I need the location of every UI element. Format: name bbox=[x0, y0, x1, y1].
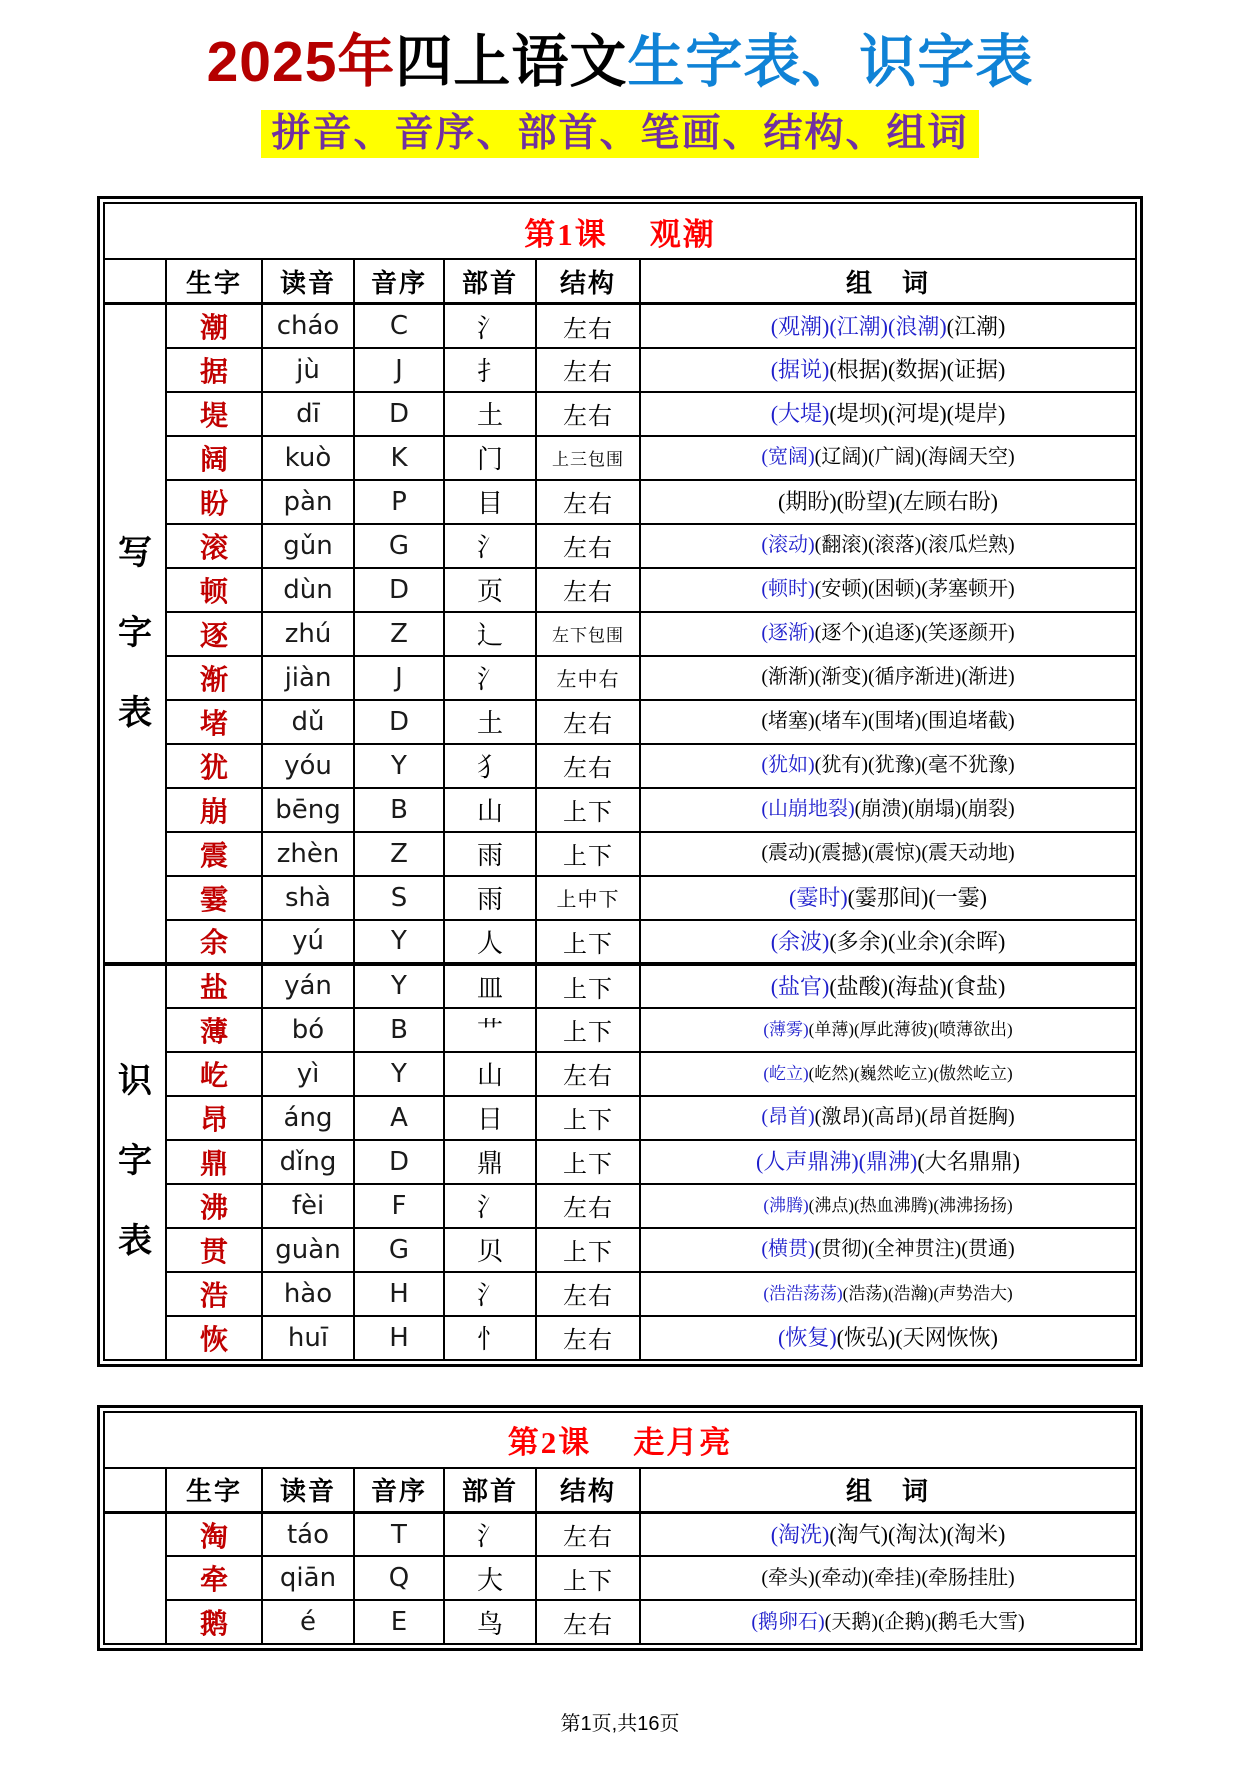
table-row bbox=[104, 612, 1136, 656]
pinyin-cell: bēng bbox=[262, 788, 354, 832]
structure-cell: 左右 bbox=[536, 348, 640, 392]
side-column-header bbox=[104, 259, 166, 304]
pinyin-cell: zhú bbox=[262, 612, 354, 656]
lesson-title-row bbox=[104, 203, 1136, 259]
structure-cell: 左右 bbox=[536, 744, 640, 788]
word-group: (犹如) bbox=[761, 754, 815, 777]
words-cell bbox=[640, 1600, 1136, 1644]
structure-cell: 上下 bbox=[536, 788, 640, 832]
words-cell bbox=[640, 348, 1136, 392]
structure-cell: 上下 bbox=[536, 832, 640, 876]
initial-cell: K bbox=[354, 436, 444, 480]
initial-cell: E bbox=[354, 1600, 444, 1644]
initial-cell: D bbox=[354, 392, 444, 436]
initial-cell: Y bbox=[354, 744, 444, 788]
words-cell bbox=[640, 876, 1136, 920]
char-cell: 沸 bbox=[166, 1184, 262, 1228]
page-title bbox=[97, 30, 1143, 96]
initial-cell: H bbox=[354, 1316, 444, 1360]
char-cell: 震 bbox=[166, 832, 262, 876]
initial-cell: Y bbox=[354, 964, 444, 1008]
char-cell: 霎 bbox=[166, 876, 262, 920]
words-cell bbox=[640, 392, 1136, 436]
initial-cell: B bbox=[354, 1008, 444, 1052]
page bbox=[97, 0, 1143, 1766]
structure-cell: 上三包围 bbox=[536, 436, 640, 480]
structure-cell: 上下 bbox=[536, 964, 640, 1008]
table-row bbox=[104, 348, 1136, 392]
initial-cell: D bbox=[354, 700, 444, 744]
pinyin-cell: pàn bbox=[262, 480, 354, 524]
word-group: (人声鼎沸)(鼎沸) bbox=[756, 1149, 918, 1175]
word-group: (崩溃)(崩塌)(崩裂) bbox=[854, 798, 1015, 821]
structure-cell: 上下 bbox=[536, 1096, 640, 1140]
words-cell bbox=[640, 920, 1136, 964]
char-cell: 盐 bbox=[166, 964, 262, 1008]
word-group: (犹有)(犹豫)(毫不犹豫) bbox=[814, 754, 1015, 777]
lesson-number: 第2课 bbox=[507, 1425, 592, 1461]
section-label: 识 字 表 bbox=[104, 964, 166, 1360]
lesson-table bbox=[97, 1405, 1143, 1652]
char-cell: 薄 bbox=[166, 1008, 262, 1052]
word-group: (霎那间)(一霎) bbox=[847, 885, 987, 911]
word-group: (淘洗) bbox=[770, 1522, 830, 1548]
structure-cell: 左右 bbox=[536, 480, 640, 524]
word-group: (大名鼎鼎) bbox=[917, 1149, 1020, 1175]
pinyin-cell: shà bbox=[262, 876, 354, 920]
table-row bbox=[104, 1008, 1136, 1052]
char-cell: 昂 bbox=[166, 1096, 262, 1140]
pinyin-cell: áng bbox=[262, 1096, 354, 1140]
structure-cell: 上下 bbox=[536, 1008, 640, 1052]
table-row bbox=[104, 304, 1136, 348]
radical-cell: 页 bbox=[444, 568, 536, 612]
char-cell: 崩 bbox=[166, 788, 262, 832]
word-group: (震动)(震撼)(震惊)(震天动地) bbox=[761, 842, 1015, 865]
word-group: (观潮)(江潮)(浪潮) bbox=[770, 313, 947, 339]
words-cell bbox=[640, 700, 1136, 744]
pinyin-cell: bó bbox=[262, 1008, 354, 1052]
radical-cell: 犭 bbox=[444, 744, 536, 788]
initial-cell: Y bbox=[354, 920, 444, 964]
radical-cell: 辶 bbox=[444, 612, 536, 656]
word-group: (堵塞)(堵车)(围堵)(围追堵截) bbox=[761, 710, 1015, 733]
word-group: (鹅卵石) bbox=[751, 1610, 825, 1633]
words-cell bbox=[640, 788, 1136, 832]
table-row bbox=[104, 788, 1136, 832]
word-group: (激昂)(高昂)(昂首挺胸) bbox=[814, 1106, 1015, 1129]
column-header: 结构 bbox=[536, 1468, 640, 1513]
char-cell: 屹 bbox=[166, 1052, 262, 1096]
pinyin-cell: yán bbox=[262, 964, 354, 1008]
char-cell: 犹 bbox=[166, 744, 262, 788]
initial-cell: J bbox=[354, 656, 444, 700]
radical-cell: 贝 bbox=[444, 1228, 536, 1272]
table-row bbox=[104, 964, 1136, 1008]
radical-cell: 土 bbox=[444, 700, 536, 744]
table-header-row bbox=[104, 1468, 1136, 1513]
word-group: (霎时) bbox=[789, 885, 848, 911]
pinyin-cell: huī bbox=[262, 1316, 354, 1360]
column-header: 部首 bbox=[444, 259, 536, 304]
word-group: (山崩地裂) bbox=[761, 798, 855, 821]
initial-cell: Q bbox=[354, 1556, 444, 1600]
char-cell: 逐 bbox=[166, 612, 262, 656]
radical-cell: 氵 bbox=[444, 1512, 536, 1556]
char-cell: 余 bbox=[166, 920, 262, 964]
structure-cell: 左右 bbox=[536, 1600, 640, 1644]
pinyin-cell: guàn bbox=[262, 1228, 354, 1272]
words-cell bbox=[640, 656, 1136, 700]
table-row bbox=[104, 1140, 1136, 1184]
char-cell: 浩 bbox=[166, 1272, 262, 1316]
char-cell: 鼎 bbox=[166, 1140, 262, 1184]
radical-cell: 大 bbox=[444, 1556, 536, 1600]
structure-cell: 左右 bbox=[536, 1272, 640, 1316]
initial-cell: F bbox=[354, 1184, 444, 1228]
table-row bbox=[104, 392, 1136, 436]
word-group: (多余)(业余)(余晖) bbox=[829, 928, 1006, 954]
title-year-segment: 2025年 bbox=[206, 30, 396, 94]
structure-cell: 左下包围 bbox=[536, 612, 640, 656]
structure-cell: 左右 bbox=[536, 700, 640, 744]
table-row bbox=[104, 920, 1136, 964]
word-group: (屹立) bbox=[763, 1063, 809, 1083]
initial-cell: Z bbox=[354, 612, 444, 656]
table-row bbox=[104, 436, 1136, 480]
title-grade-segment: 四上语文 bbox=[395, 30, 628, 94]
character-table bbox=[103, 1411, 1137, 1646]
char-cell: 恢 bbox=[166, 1316, 262, 1360]
initial-cell: G bbox=[354, 1228, 444, 1272]
initial-cell: Y bbox=[354, 1052, 444, 1096]
structure-cell: 左右 bbox=[536, 304, 640, 348]
column-header: 读音 bbox=[262, 1468, 354, 1513]
character-table bbox=[103, 202, 1137, 1361]
radical-cell: 鼎 bbox=[444, 1140, 536, 1184]
initial-cell: D bbox=[354, 568, 444, 612]
word-group: (薄雾) bbox=[763, 1019, 809, 1039]
lesson-number: 第1课 bbox=[524, 216, 608, 252]
word-group: (浩浩荡荡) bbox=[763, 1283, 843, 1303]
word-group: (昂首) bbox=[761, 1106, 815, 1129]
structure-cell: 左右 bbox=[536, 392, 640, 436]
char-cell: 淘 bbox=[166, 1512, 262, 1556]
word-group: (逐渐) bbox=[761, 622, 815, 645]
radical-cell: 艹 bbox=[444, 1008, 536, 1052]
column-header: 组 词 bbox=[640, 259, 1136, 304]
initial-cell: H bbox=[354, 1272, 444, 1316]
pinyin-cell: cháo bbox=[262, 304, 354, 348]
radical-cell: 山 bbox=[444, 788, 536, 832]
structure-cell: 上下 bbox=[536, 920, 640, 964]
column-header: 音序 bbox=[354, 1468, 444, 1513]
lessons-container bbox=[97, 196, 1143, 1651]
char-cell: 牵 bbox=[166, 1556, 262, 1600]
word-group: (恢弘)(天网恢恢) bbox=[836, 1325, 998, 1351]
radical-cell: 皿 bbox=[444, 964, 536, 1008]
char-cell: 盼 bbox=[166, 480, 262, 524]
initial-cell: J bbox=[354, 348, 444, 392]
column-header: 生字 bbox=[166, 1468, 262, 1513]
word-group: (堤坝)(河堤)(堤岸) bbox=[829, 401, 1006, 427]
word-group: (盐官) bbox=[770, 973, 830, 999]
word-group: (期盼)(盼望)(左顾右盼) bbox=[778, 489, 998, 515]
word-group: (淘气)(淘汰)(淘米) bbox=[829, 1522, 1006, 1548]
word-group: (横贯) bbox=[761, 1238, 815, 1261]
pinyin-cell: yì bbox=[262, 1052, 354, 1096]
structure-cell: 左右 bbox=[536, 524, 640, 568]
table-row bbox=[104, 480, 1136, 524]
table-row bbox=[104, 656, 1136, 700]
table-frame bbox=[97, 196, 1143, 1367]
words-cell bbox=[640, 1316, 1136, 1360]
word-group: (辽阔)(广阔)(海阔天空) bbox=[814, 446, 1015, 469]
char-cell: 顿 bbox=[166, 568, 262, 612]
lesson-table bbox=[97, 196, 1143, 1367]
char-cell: 滚 bbox=[166, 524, 262, 568]
word-group: (安顿)(困顿)(茅塞顿开) bbox=[814, 578, 1015, 601]
page-footer bbox=[97, 1707, 1143, 1766]
pinyin-cell: jiàn bbox=[262, 656, 354, 700]
side-column-header bbox=[104, 1468, 166, 1513]
structure-cell: 左右 bbox=[536, 1052, 640, 1096]
pinyin-cell: dǐng bbox=[262, 1140, 354, 1184]
table-row bbox=[104, 1316, 1136, 1360]
words-cell bbox=[640, 304, 1136, 348]
pinyin-cell: gǔn bbox=[262, 524, 354, 568]
word-group: (逐个)(追逐)(笑逐颜开) bbox=[814, 622, 1015, 645]
table-row bbox=[104, 568, 1136, 612]
initial-cell: D bbox=[354, 1140, 444, 1184]
column-header: 音序 bbox=[354, 259, 444, 304]
words-cell bbox=[640, 1140, 1136, 1184]
pinyin-cell: fèi bbox=[262, 1184, 354, 1228]
word-group: (天鹅)(企鹅)(鹅毛大雪) bbox=[824, 1610, 1025, 1633]
pinyin-cell: zhèn bbox=[262, 832, 354, 876]
word-group: (贯彻)(全神贯注)(贯通) bbox=[814, 1238, 1015, 1261]
word-group: (渐渐)(渐变)(循序渐进)(渐进) bbox=[761, 666, 1015, 689]
radical-cell: 雨 bbox=[444, 832, 536, 876]
pinyin-cell: é bbox=[262, 1600, 354, 1644]
lesson-name: 观潮 bbox=[649, 216, 716, 252]
radical-cell: 忄 bbox=[444, 1316, 536, 1360]
table-row bbox=[104, 1228, 1136, 1272]
pinyin-cell: dùn bbox=[262, 568, 354, 612]
radical-cell: 目 bbox=[444, 480, 536, 524]
radical-cell: 鸟 bbox=[444, 1600, 536, 1644]
char-cell: 渐 bbox=[166, 656, 262, 700]
table-row bbox=[104, 700, 1136, 744]
initial-cell: G bbox=[354, 524, 444, 568]
page-header bbox=[97, 30, 1143, 158]
char-cell: 阔 bbox=[166, 436, 262, 480]
word-group: (屹然)(巍然屹立)(傲然屹立) bbox=[808, 1063, 1013, 1083]
radical-cell: 氵 bbox=[444, 1184, 536, 1228]
structure-cell: 上下 bbox=[536, 1140, 640, 1184]
words-cell bbox=[640, 964, 1136, 1008]
page-subtitle: 拼音、音序、部首、笔画、结构、组词 bbox=[261, 110, 978, 159]
structure-cell: 左右 bbox=[536, 568, 640, 612]
radical-cell: 门 bbox=[444, 436, 536, 480]
initial-cell: P bbox=[354, 480, 444, 524]
structure-cell: 上下 bbox=[536, 1556, 640, 1600]
radical-cell: 山 bbox=[444, 1052, 536, 1096]
radical-cell: 人 bbox=[444, 920, 536, 964]
pinyin-cell: kuò bbox=[262, 436, 354, 480]
char-cell: 据 bbox=[166, 348, 262, 392]
word-group: (盐酸)(海盐)(食盐) bbox=[829, 973, 1006, 999]
initial-cell: S bbox=[354, 876, 444, 920]
table-row bbox=[104, 1096, 1136, 1140]
initial-cell: C bbox=[354, 304, 444, 348]
table-row bbox=[104, 876, 1136, 920]
pinyin-cell: yóu bbox=[262, 744, 354, 788]
table-frame bbox=[97, 1405, 1143, 1652]
pinyin-cell: qiān bbox=[262, 1556, 354, 1600]
words-cell bbox=[640, 832, 1136, 876]
subtitle-wrap bbox=[97, 110, 1143, 159]
lesson-name: 走月亮 bbox=[633, 1425, 733, 1461]
pinyin-cell: yú bbox=[262, 920, 354, 964]
section-label bbox=[104, 1512, 166, 1644]
lesson-title-row bbox=[104, 1412, 1136, 1468]
word-group: (根据)(数据)(证据) bbox=[829, 357, 1006, 383]
word-group: (大堤) bbox=[770, 401, 830, 427]
radical-cell: 氵 bbox=[444, 524, 536, 568]
radical-cell: 氵 bbox=[444, 304, 536, 348]
table-row bbox=[104, 744, 1136, 788]
words-cell bbox=[640, 1096, 1136, 1140]
pinyin-cell: dǔ bbox=[262, 700, 354, 744]
radical-cell: 氵 bbox=[444, 656, 536, 700]
table-row bbox=[104, 832, 1136, 876]
table-row bbox=[104, 1512, 1136, 1556]
table-row bbox=[104, 1556, 1136, 1600]
word-group: (沸腾) bbox=[763, 1195, 809, 1215]
pinyin-cell: jù bbox=[262, 348, 354, 392]
words-cell bbox=[640, 1556, 1136, 1600]
column-header: 结构 bbox=[536, 259, 640, 304]
char-cell: 堵 bbox=[166, 700, 262, 744]
word-group: (余波) bbox=[770, 928, 830, 954]
initial-cell: A bbox=[354, 1096, 444, 1140]
pinyin-cell: táo bbox=[262, 1512, 354, 1556]
char-cell: 堤 bbox=[166, 392, 262, 436]
words-cell bbox=[640, 1512, 1136, 1556]
words-cell bbox=[640, 1272, 1136, 1316]
char-cell: 潮 bbox=[166, 304, 262, 348]
char-cell: 贯 bbox=[166, 1228, 262, 1272]
table-row bbox=[104, 524, 1136, 568]
words-cell bbox=[640, 1008, 1136, 1052]
word-group: (翻滚)(滚落)(滚瓜烂熟) bbox=[814, 534, 1015, 557]
word-group: (江潮) bbox=[946, 313, 1006, 339]
column-header: 读音 bbox=[262, 259, 354, 304]
radical-cell: 土 bbox=[444, 392, 536, 436]
word-group: (宽阔) bbox=[761, 446, 815, 469]
words-cell bbox=[640, 480, 1136, 524]
table-row bbox=[104, 1184, 1136, 1228]
structure-cell: 左右 bbox=[536, 1184, 640, 1228]
section-label: 写 字 表 bbox=[104, 304, 166, 964]
table-row bbox=[104, 1052, 1136, 1096]
column-header: 组 词 bbox=[640, 1468, 1136, 1513]
words-cell bbox=[640, 744, 1136, 788]
structure-cell: 上中下 bbox=[536, 876, 640, 920]
word-group: (顿时) bbox=[761, 578, 815, 601]
words-cell bbox=[640, 436, 1136, 480]
structure-cell: 左右 bbox=[536, 1316, 640, 1360]
word-group: (据说) bbox=[770, 357, 830, 383]
title-tables-segment: 生字表、识字表 bbox=[627, 30, 1034, 94]
pinyin-cell: hào bbox=[262, 1272, 354, 1316]
words-cell bbox=[640, 568, 1136, 612]
structure-cell: 上下 bbox=[536, 1228, 640, 1272]
words-cell bbox=[640, 1052, 1136, 1096]
words-cell bbox=[640, 1228, 1136, 1272]
words-cell bbox=[640, 1184, 1136, 1228]
radical-cell: 雨 bbox=[444, 876, 536, 920]
word-group: (单薄)(厚此薄彼)(喷薄欲出) bbox=[808, 1019, 1013, 1039]
column-header: 部首 bbox=[444, 1468, 536, 1513]
words-cell bbox=[640, 524, 1136, 568]
table-header-row bbox=[104, 259, 1136, 304]
pinyin-cell: dī bbox=[262, 392, 354, 436]
structure-cell: 左右 bbox=[536, 1512, 640, 1556]
radical-cell: 氵 bbox=[444, 1272, 536, 1316]
page-number: 第1页,共16页 bbox=[560, 1713, 680, 1736]
column-header: 生字 bbox=[166, 259, 262, 304]
word-group: (恢复) bbox=[778, 1325, 837, 1351]
word-group: (沸点)(热血沸腾)(沸沸扬扬) bbox=[808, 1195, 1013, 1215]
table-row bbox=[104, 1272, 1136, 1316]
words-cell bbox=[640, 612, 1136, 656]
initial-cell: B bbox=[354, 788, 444, 832]
radical-cell: 扌 bbox=[444, 348, 536, 392]
initial-cell: Z bbox=[354, 832, 444, 876]
structure-cell: 左中右 bbox=[536, 656, 640, 700]
word-group: (牵头)(牵动)(牵挂)(牵肠挂肚) bbox=[761, 1566, 1015, 1589]
radical-cell: 日 bbox=[444, 1096, 536, 1140]
table-row bbox=[104, 1600, 1136, 1644]
word-group: (滚动) bbox=[761, 534, 815, 557]
char-cell: 鹅 bbox=[166, 1600, 262, 1644]
word-group: (浩荡)(浩瀚)(声势浩大) bbox=[842, 1283, 1013, 1303]
initial-cell: T bbox=[354, 1512, 444, 1556]
